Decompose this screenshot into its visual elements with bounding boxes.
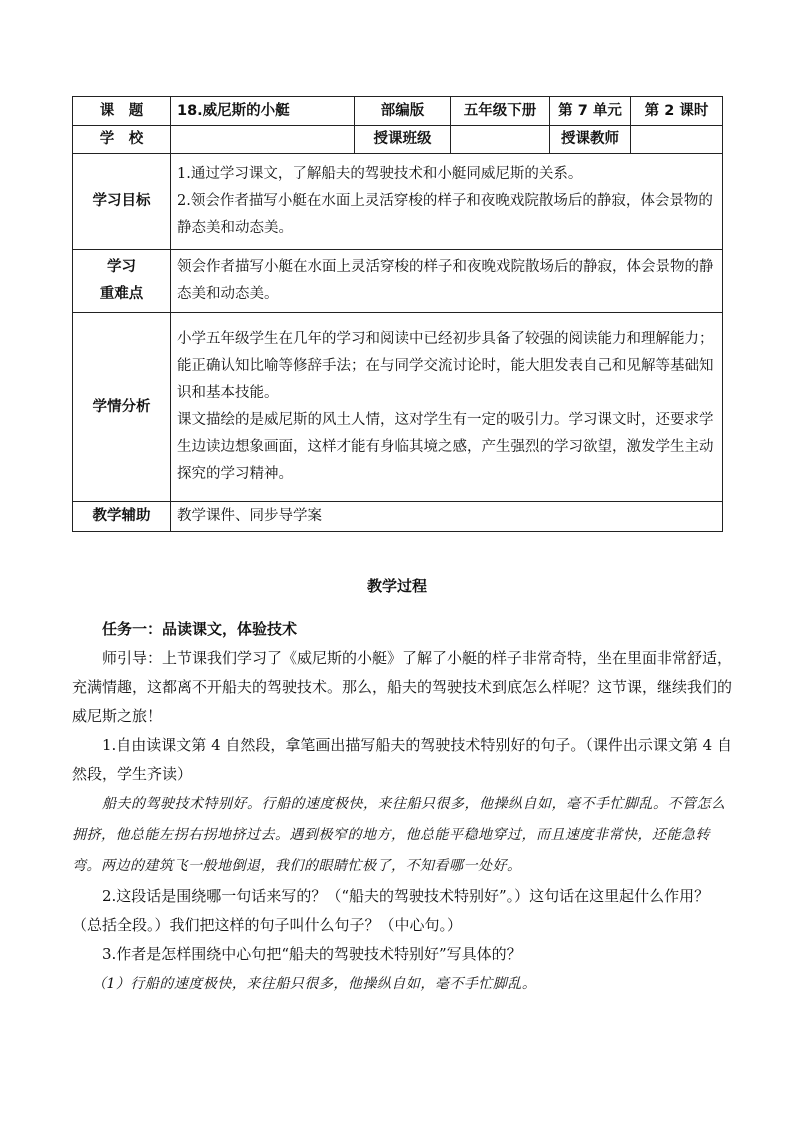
teacher-label: 授课教师 — [550, 126, 631, 154]
key-content: 领会作者描写小艇在水面上灵活穿梭的样子和夜晚戏院散场后的静寂，体会景物的静态美和动态美。 — [171, 250, 723, 313]
quoted-passage: 船夫的驾驶技术特别好。行船的速度极快，来往船只很多，他操纵自如，毫不手忙脚乱。不管怎么拥挤，他总能左拐右拐地挤过去。遇到极窄的地方，他总能平稳地穿过，而且速度非常快，还能急转弯。两边的建筑飞一般地倒退，我们的眼睛忙极了，不知看哪一处好。 — [72, 796, 726, 874]
task-heading: 任务一：品读课文，体验技术 — [102, 620, 298, 638]
section-title: 教学过程 — [366, 577, 427, 595]
teacher-value — [631, 126, 723, 154]
school-value — [171, 126, 355, 154]
class-value — [451, 126, 550, 154]
key-label-line-2: 重难点 — [99, 286, 144, 302]
question-1: 1.自由读课文第 4 自然段，拿笔画出描写船夫的驾驶技术特别好的句子。（课件出示课文第 4 自然段，学生齐读） — [72, 736, 732, 783]
analysis-label: 学情分析 — [73, 313, 171, 502]
table-row-key — [73, 250, 723, 313]
process-body — [72, 615, 732, 1000]
school-label: 学 校 — [73, 126, 171, 154]
lesson-title: 18.威尼斯的小艇 — [171, 97, 355, 126]
intro-paragraph: 师引导：上节课我们学习了《威尼斯的小艇》了解了小艇的样子非常奇特，坐在里面非常舒适，充满情趣，这都离不开船夫的驾驶技术。那么，船夫的驾驶技术到底怎么样呢？这节课，继续我们的威尼斯之旅！ — [72, 649, 733, 725]
table-row-aids — [73, 502, 723, 532]
goals-label: 学习目标 — [73, 154, 171, 250]
topic-label: 课 题 — [73, 97, 171, 126]
class-label: 授课班级 — [355, 126, 451, 154]
question-3: 3.作者是怎样围绕中心句把“船夫的驾驶技术特别好”写具体的？ — [102, 945, 522, 963]
grade: 五年级下册 — [451, 97, 550, 126]
analysis-paragraph-2: 课文描绘的是威尼斯的风土人情，这对学生有一定的吸引力。学习课文时，还要求学生边读边想象画面，这样才能有身临其境之感，产生强烈的学习欲望，激发学生主动探究的学习精神。 — [177, 412, 714, 482]
edition: 部编版 — [355, 97, 451, 126]
analysis-content — [171, 313, 723, 502]
aids-content: 教学课件、同步导学案 — [171, 502, 723, 532]
table-row-school — [73, 126, 723, 154]
table-row-analysis — [73, 313, 723, 502]
question-2: 2.这段话是围绕哪一句话来写的？（“船夫的驾驶技术特别好”。）这句话在这里起什么作用？（总括全段。）我们把这样的句子叫什么句子？（中心句。） — [72, 887, 710, 934]
goals-content — [171, 154, 723, 250]
lesson-info-table — [72, 96, 723, 532]
goal-item-1: 1.通过学习课文，了解船夫的驾驶技术和小艇同威尼斯的关系。 — [177, 166, 583, 182]
unit: 第 7 单元 — [550, 97, 631, 126]
table-row-topic — [73, 97, 723, 126]
table-row-goals — [73, 154, 723, 250]
analysis-paragraph-1: 小学五年级学生在几年的学习和阅读中已经初步具备了较强的阅读能力和理解能力；能正确认知比喻等修辞手法；在与同学交流讨论时，能大胆发表自己和见解等基础知识和基本技能。 — [177, 331, 714, 401]
goal-item-2: 2.领会作者描写小艇在水面上灵活穿梭的样子和夜晚戏院散场后的静寂，体会景物的静态美和动态美。 — [177, 193, 713, 236]
key-label-line-1: 学习 — [107, 259, 136, 275]
period: 第 2 课时 — [631, 97, 723, 126]
key-label — [73, 250, 171, 313]
question-3-point-1: （1）行船的速度极快，来往船只很多，他操纵自如，毫不手忙脚乱。 — [92, 976, 537, 992]
aids-label: 教学辅助 — [73, 502, 171, 532]
